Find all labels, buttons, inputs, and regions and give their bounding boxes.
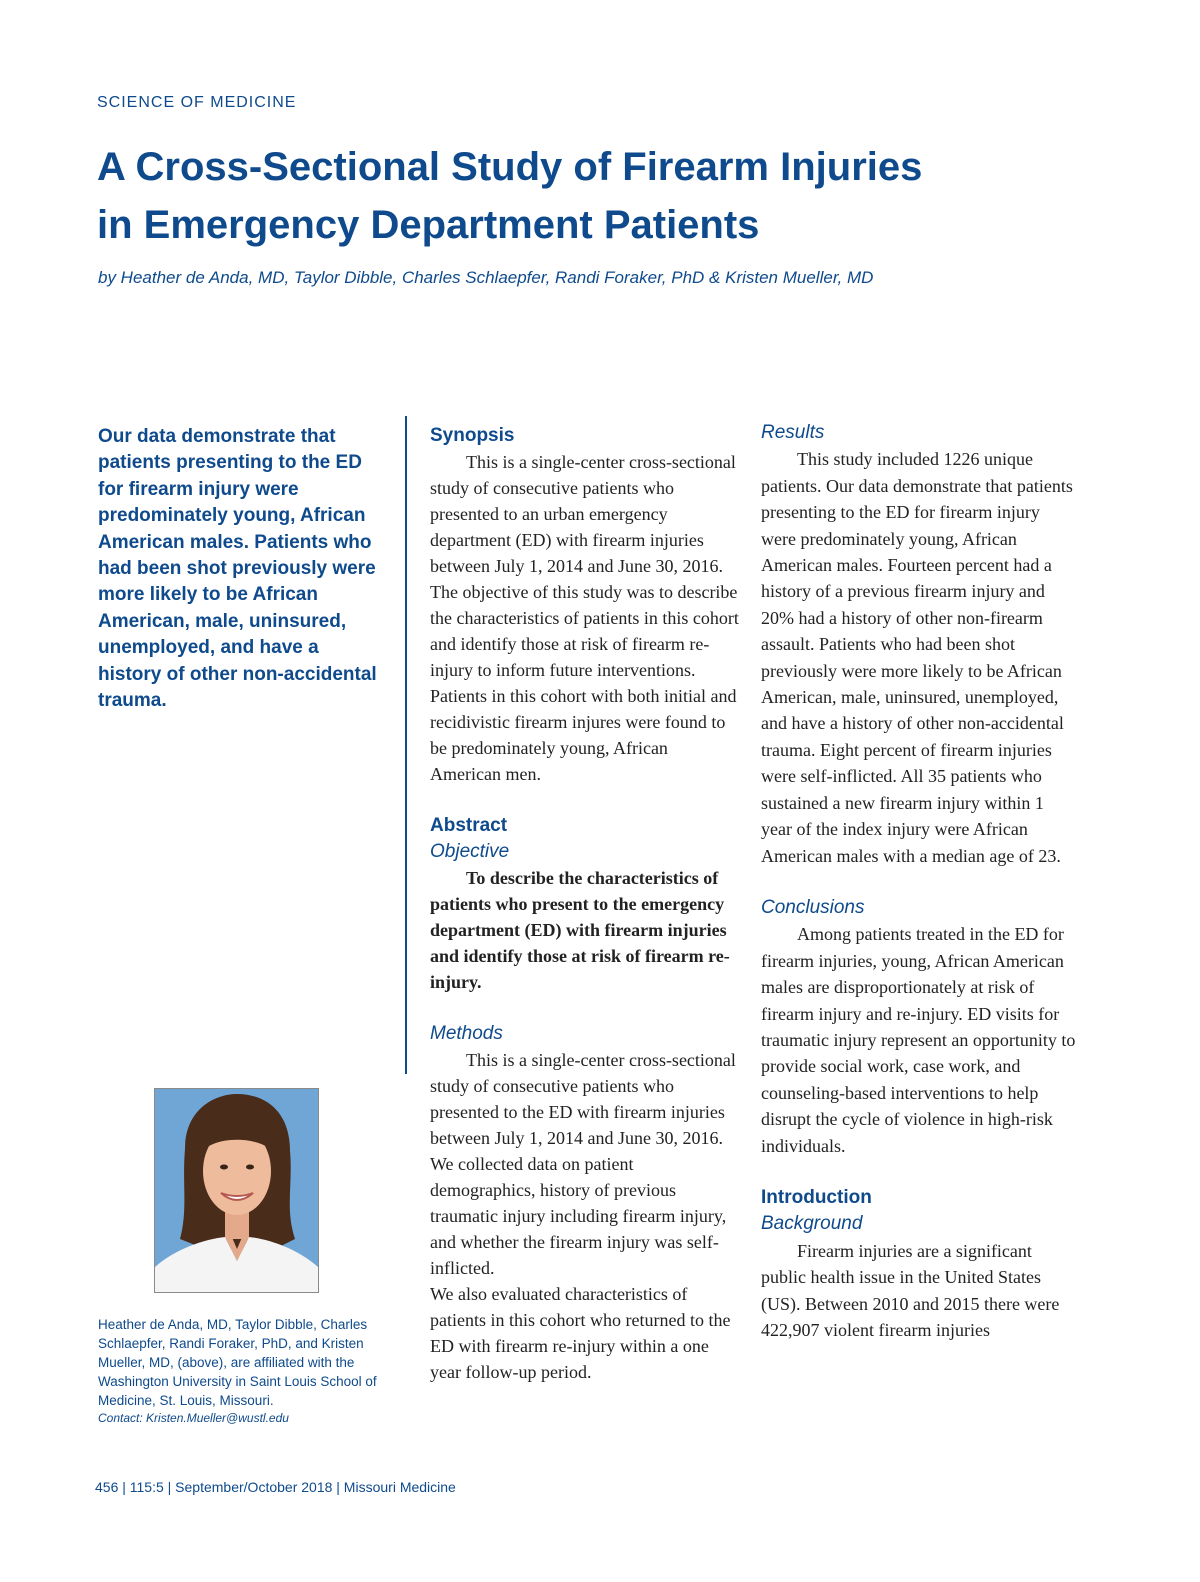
section-label: SCIENCE OF MEDICINE <box>97 94 297 111</box>
abstract-heading: Abstract <box>430 815 508 836</box>
contact-info: Contact: Kristen.Mueller@wustl.edu <box>98 1411 289 1425</box>
synopsis-text: This is a single-center cross-sectional study of consecutive patients who presented to an urban emergency department (ED) with firearm injuries between July 1, 2014 and June 30, 2016. The objective of this study was to describe the characteristics of patients in this cohort and identify those at risk of firearm re-injury to inform future interventions. Patients in this cohort with both initial and recidivistic firearm injures were found to be predominately young, African American men. <box>430 452 739 784</box>
conclusions-heading: Conclusions <box>761 896 865 918</box>
pull-quote: Our data demonstrate that patients presenting to the ED for firearm injury were predominately young, African American males. Patients who had been shot previously were more likely to be African American, male, uninsured, unemployed, and have a history of other non-accidental trauma. <box>98 426 377 712</box>
middle-column <box>430 423 742 1385</box>
page-footer: 456 | 115:5 | September/October 2018 | Missouri Medicine <box>95 1479 456 1495</box>
objective-text: To describe the characteristics of patients who present to the emergency department (ED) with firearm injuries and identify those at risk of firearm re-injury. <box>430 868 730 992</box>
title-line-2: in Emergency Department Patients <box>97 203 760 247</box>
results-text: This study included 1226 unique patients. Our data demonstrate that patients presenting to the ED for firearm injury were predominately young, African American males. Fourteen percent had a history of a previous firearm injury and 20% had a history of other non-firearm assault. Patients who had been shot previously were more likely to be African American, male, uninsured, unemployed, and have a history of other non-accidental trauma. Eight percent of firearm injuries were self-inflicted. All 35 patients who sustained a new firearm injury within 1 year of the index injury were African American males with a median age of 23. <box>761 449 1073 866</box>
methods-heading: Methods <box>430 1023 503 1044</box>
photo-caption: Heather de Anda, MD, Taylor Dibble, Charles Schlaepfer, Randi Foraker, PhD, and Kristen Mueller, MD, (above), are affiliated with the Washington University in Saint Louis School of Medicine, St. Louis, Missouri. <box>98 1317 377 1408</box>
synopsis-heading: Synopsis <box>430 425 515 446</box>
author-photo <box>154 1088 319 1293</box>
right-column <box>761 420 1079 1343</box>
introduction-heading: Introduction <box>761 1186 872 1208</box>
author-portrait-icon <box>155 1089 318 1292</box>
methods-text-continued: We also evaluated characteristics of patients in this cohort who returned to the ED with firearm re-injury within a one year follow-up period. <box>430 1284 731 1382</box>
conclusions-text: Among patients treated in the ED for firearm injuries, young, African American males are disproportionately at risk of firearm injury and re-injury. ED visits for traumatic injury represent an opportunity to provide social work, case work, and counseling-based interventions to help disrupt the cycle of violence in high-risk individuals. <box>761 924 1076 1156</box>
objective-heading: Objective <box>430 841 510 862</box>
background-text: Firearm injuries are a significant public health issue in the United States (US). Between 2010 and 2015 there were 422,907 violent firearm injuries <box>761 1240 1060 1340</box>
column-divider <box>405 416 407 1074</box>
title-line-1: A Cross-Sectional Study of Firearm Injuries <box>97 145 923 189</box>
author-byline: by Heather de Anda, MD, Taylor Dibble, Charles Schlaepfer, Randi Foraker, PhD & Kristen Mueller, MD <box>98 268 874 287</box>
article-title <box>97 138 1097 254</box>
background-heading: Background <box>761 1213 863 1235</box>
results-heading: Results <box>761 422 825 443</box>
methods-text: This is a single-center cross-sectional study of consecutive patients who presented to the ED with firearm injuries between July 1, 2014 and June 30, 2016. We collected data on patient demographics, history of previous traumatic injury including firearm injury, and whether the firearm injury was self-inflicted. <box>430 1050 736 1278</box>
